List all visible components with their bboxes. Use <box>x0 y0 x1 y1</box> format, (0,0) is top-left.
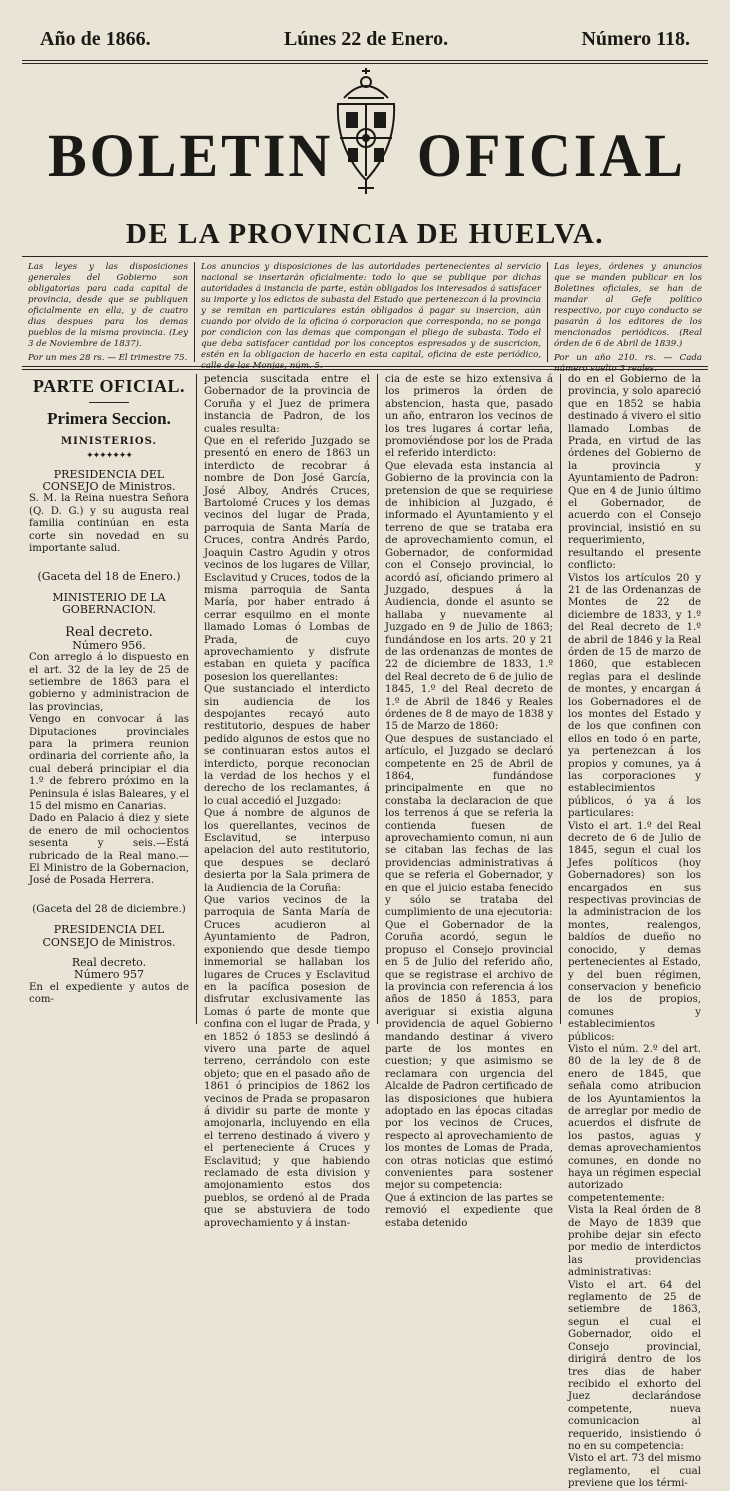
paragraph: Visto el art. 73 del mismo reglamento, el cual previene que los térmi- <box>568 1453 701 1490</box>
header-rule-double <box>22 63 708 64</box>
column-2 <box>197 374 378 1229</box>
paragraph: Vengo en convocar á las Diputaciones provinciales para la primera reunion ordinaria del corriente año, la cual deberá principiar el dia 1.º de febrero próximo en la Peninsula é islas Baleares, y el 15 del mismo en Canarias. <box>29 714 189 812</box>
paragraph: do en el Gobierno de la provincia, y solo apareció que en 1852 se habia destinado á vivero el sitio llamado Lombas de Prada, en virtud de las órdenes del Gobierno de la provincia y Ayuntamiento de Padron: <box>568 374 701 485</box>
notices-rule <box>22 366 708 367</box>
issue-year: Año de 1866. <box>40 27 151 50</box>
notice-left-text: Las leyes y las disposiciones generales del Gobierno son obligatorias para cada capital de provincia, desde que se publiquen oficialmente en ella, y de cuatro dias despues para los demas pueblos de la misma provincia. (Ley 3 de Noviembre de 1837). <box>28 262 188 349</box>
paragraph: Que varios vecinos de la parroquia de Santa María de Cruces acudieron al Ayuntamiento de Padron, exponiendo que desde tiempo inmemorial se hallaban los lugares de Cruces y Esclavitud en la pacífica posesion de disfrutar exclusivamente las Lomas ó parte de monte que confina con el lugar de Prada, y en 1852 ó 1853 se deslindó á vivero una parte de aquel terreno, cerrándolo con este objeto; que en el pasado año de 1861 ó principios de 1862 los vecinos de Prada se propasaron á dividir su parte de monte y amojonarla, incluyendo en ella el terreno destinado á vivero y el perteneciente á Cruces y Esclavitud; y que habiendo reclamado de esta division y amojonamiento estos dos pueblos, se ordenó al de Prada que se abstuviera de todo aprovechamiento y á instan- <box>204 895 370 1229</box>
decreto-number: Número 957 <box>73 968 145 982</box>
issue-number: Número 118. <box>581 27 690 50</box>
paragraph: Dado en Palacio á diez y siete de enero de mil ochocientos sesenta y seis.—Está rubricado de la Real mano.—El Ministro de la Gobernacion, José de Posada Herrera. <box>29 813 189 887</box>
presidencia-heading: PRESIDENCIA DEL CONSEJO de Ministros. <box>42 467 176 494</box>
issue-date: Lúnes 22 de Enero. <box>283 27 449 50</box>
header-rule <box>22 60 708 61</box>
paragraph: Visto el núm. 2.º del art. 80 de la ley de 8 de enero de 1845, que señala como atribucion de los Ayuntamientos la de arreglar por medio de acuerdos el disfrute de los pastos, aguas y demas aprovechamientos comunes, en donde no haya un régimen especial autorizado competentemente: <box>568 1043 701 1204</box>
gaceta-citation: (Gaceta del 28 de diciembre.) <box>32 903 186 915</box>
masthead-subtitle: DE LA PROVINCIA DE HUELVA. <box>125 218 605 250</box>
notices-rule-double <box>22 369 708 370</box>
coat-of-arms-icon <box>322 68 410 198</box>
paragraph: Que en 4 de Junio último el Gobernador, de acuerdo con el Consejo provincial, insistió en su requerimiento, resultando el presente conflicto: <box>568 485 701 572</box>
notice-right <box>548 262 708 374</box>
subtitle-rule <box>22 256 708 257</box>
ministerios-heading: MINISTERIOS. <box>61 435 157 447</box>
paragraph: Que en el referido Juzgado se presentó en enero de 1863 un interdicto de recobrar á nombre de Don José García, José Alboy, Andrés Cruces, Bartolomé Cruces y los demas vecinos del lugar de Prada, parroquia de Santa María de Cruces, contra Andrés Pardo, Joaquin Castro Agudin y otros vecinos de los lugares de Villar, Esclavitud y Cruces, todos de la misma parroquia de Santa María, por haber entrado á cerrar esquilmo en el monte llamado Lomas ó Lombas de Prada, de cuyo aprovechamiento y disfrute estaban en quieta y pacífica posesion los querellantes: <box>204 436 370 683</box>
paragraph: Que sustanciado el interdicto sin audiencia de los despojantes recayó auto restitutorio, despues de haber pedido algunos de estos que no se continuaran estos autos el interdicto, porque reconocian la verdad de los hechos y el derecho de los reclamantes, á lo cual accedió el Juzgado: <box>204 684 370 807</box>
notice-right-price: Por un año 210. rs. — Cada número suelto 3 reales. <box>554 353 702 374</box>
paragraph: Vistos los artículos 20 y 21 de las Ordenanzas de Montes de 22 de diciembre de 1833, y 1.º del Real decreto de 1.º de abril de 1846 y la Real órden de 15 de marzo de 1860, que establecen reglas para el deslinde de montes, y encargan á los Gobernadores el de los montes del Estado y de los que confinen con ellos en todo ó en parte, ya pertenezcan á los propios y comunes, ya á las corporaciones y establecimientos públicos, ó ya á los particulares: <box>568 572 701 820</box>
real-decreto-title: Real decreto. <box>71 956 147 970</box>
paragraph: Que despues de sustanciado el artículo, el Juzgado se declaró competente en 25 de Abril de 1864, fundándose principalmente en que no constaba la declaracion de que los terrenos á que se referia la contienda fuesen de aprovechamiento comun, ni aun se citaban las fechas de las providencias administrativas á que se referia el Gobernador, y en que el juicio estaba fenecido y sólo se trataba del cumplimiento de una ejecutoria: <box>385 733 553 919</box>
paragraph: Que á extincion de las partes se removió el expediente que estaba detenido <box>385 1192 553 1229</box>
presidencia-heading: PRESIDENCIA DEL CONSEJO de Ministros. <box>42 923 176 949</box>
paragraph: petencia suscitada entre el Gobernador de la provincia de Coruña y el Juez de primera instancia de Padron, de los cuales resulta: <box>204 374 370 435</box>
notice-right-text: Las leyes, órdenes y anuncios que se manden publicar en los Boletines oficiales, se han de mandar al Gefe político respectivo, por cuyo conducto se pasarán á los editores de los mencionados periódicos. (Real órden de 6 de Abril de 1839.) <box>554 262 702 349</box>
gaceta-citation: (Gaceta del 18 de Enero.) <box>37 570 181 584</box>
header-line <box>40 27 690 51</box>
notice-center-text: Los anuncios y disposiciones de las autoridades pertenecientes al servicio nacional se insertarán oficialmente: todo lo que se publique por dichas autoridades á instancia de parte, están obligados los interesados á satisfacer su importe y los edictos de subasta del Estado que pertenezcan á la provincia y se remitan en particulares están obligados á pagar su insercion, aún cuando por olvido de la oficina ó corporacion que corresponda, no se ponga por condicion con las demas que compongan el pliego de subasta. Todo el que deba satisfacer cantidad por los conceptos espresados y de suscricion, estén en la obligacion de hacerlo en esta capital, oficina de este periódico, calle de las Monjas, núm. 5. <box>201 262 541 371</box>
column-3 <box>378 374 561 1229</box>
column-4 <box>561 374 708 1490</box>
column-1 <box>22 374 197 1024</box>
notice-left-price: Por un mes 28 rs. — El trimestre 75. <box>28 353 188 363</box>
section-heading-parte-oficial: PARTE OFICIAL. <box>32 376 186 396</box>
notice-left <box>22 262 195 362</box>
ornament-divider: ✦✦✦✦✦✦✦ <box>86 451 132 462</box>
paragraph: Que el Gobernador de la Coruña acordó, segun le propuso el Consejo provincial en 5 de Julio del referido año, que se registrase el archivo de la provincia con referencia á los años de 1850 á 1853, para averiguar si existia alguna providencia de aquel Gobierno mandando destinar á vivero parte de los montes en cuestion; y que asimismo se reclamara con urgencia del Alcalde de Padron certificado de las disposiciones que hubiera adoptado en las épocas citadas por los vecinos de Cruces, respecto al aprovechamiento de los montes de Lomas de Prada, con otras noticias que estimó convenientes para sostener mejor su competencia: <box>385 919 553 1192</box>
masthead-boletin: BOLETIN <box>48 121 334 190</box>
paragraph: Visto el art. 64 del reglamento de 25 de setiembre de 1863, segun el cual el Gobernador, oido el Consejo provincial, dirigirá dentro de los tres dias de haber recibido el exhorto del Juez declarándose competente, nueva comunicacion al requerido, insistiendo ó no en su competencia: <box>568 1279 701 1452</box>
masthead <box>40 108 690 203</box>
paragraph: S. M. la Reina nuestra Señora (Q. D. G.) y su augusta real familia continúan en esta corte sin novedad en su importante salud. <box>29 493 189 555</box>
masthead-oficial: OFICIAL <box>416 121 686 190</box>
paragraph: cia de este se hizo extensiva á los primeros la órden de abstencion, hasta que, pasado un año, entraron los vecinos de los tres lugares á cortar leña, promoviéndose por los de Prada el referido interdicto: <box>385 374 553 460</box>
ministerio-heading: MINISTERIO DE LA GOBERNACION. <box>52 590 166 617</box>
paragraph: Visto el art. 1.º del Real decreto de 6 de Julio de 1845, segun el cual los Jefes políticos (hoy Gobernadores) son los encargados en sus respectivas provincias de la administracion de los montes, realengos, baldíos de dueño no conocido, y demas pertenecientes al Estado, y del buen régimen, conservacion y beneficio de los de propios, comunes y establecimientos públicos: <box>568 820 701 1043</box>
divider <box>89 402 129 403</box>
notices-band <box>22 262 708 374</box>
decreto-number: Número 956. <box>72 638 146 652</box>
paragraph: Con arreglo á lo dispuesto en el art. 32 de la ley de 25 de setiembre de 1863 para el gobierno y administracion de las provincias, <box>29 652 189 713</box>
section-heading-primera-seccion: Primera Seccion. <box>47 409 171 429</box>
real-decreto-title: Real decreto. <box>65 624 153 640</box>
paragraph: Que á nombre de algunos de los querellantes, vecinos de Esclavitud, se interpuso apelacion del auto restitutorio, que despues se declaró desierta por la Sala primera de la Audiencia de la Coruña: <box>204 808 370 894</box>
paragraph: Vista la Real órden de 8 de Mayo de 1839 que prohibe dejar sin efecto por medio de interdictos las providencias administrativas: <box>568 1205 701 1279</box>
notice-center <box>195 262 548 371</box>
paragraph: En el expediente y autos de com- <box>29 981 189 1006</box>
article-columns <box>22 374 708 1490</box>
paragraph: Que elevada esta instancia al Gobierno de la provincia con la pretension de que se requiriese de inhibicion al Juzgado, é informado el Ayuntamiento y el terreno de que se trataba era de aprovechamiento comun, el Gobernador, de conformidad con el Consejo provincial, lo acordó así, oficiando primero al Juzgado, despues á la Audiencia, donde el asunto se hallaba y nuevamente al Juzgado en 9 de Julio de 1863; fundándose en los arts. 20 y 21 de las ordenanzas de montes de 22 de diciembre de 1833, 1.º del Real decreto de 6 de julio de 1845, 1.º del Real decreto de 1.º de Abril de 1846 y Reales órdenes de 8 de mayo de 1838 y 15 de Marzo de 1860: <box>385 460 553 733</box>
